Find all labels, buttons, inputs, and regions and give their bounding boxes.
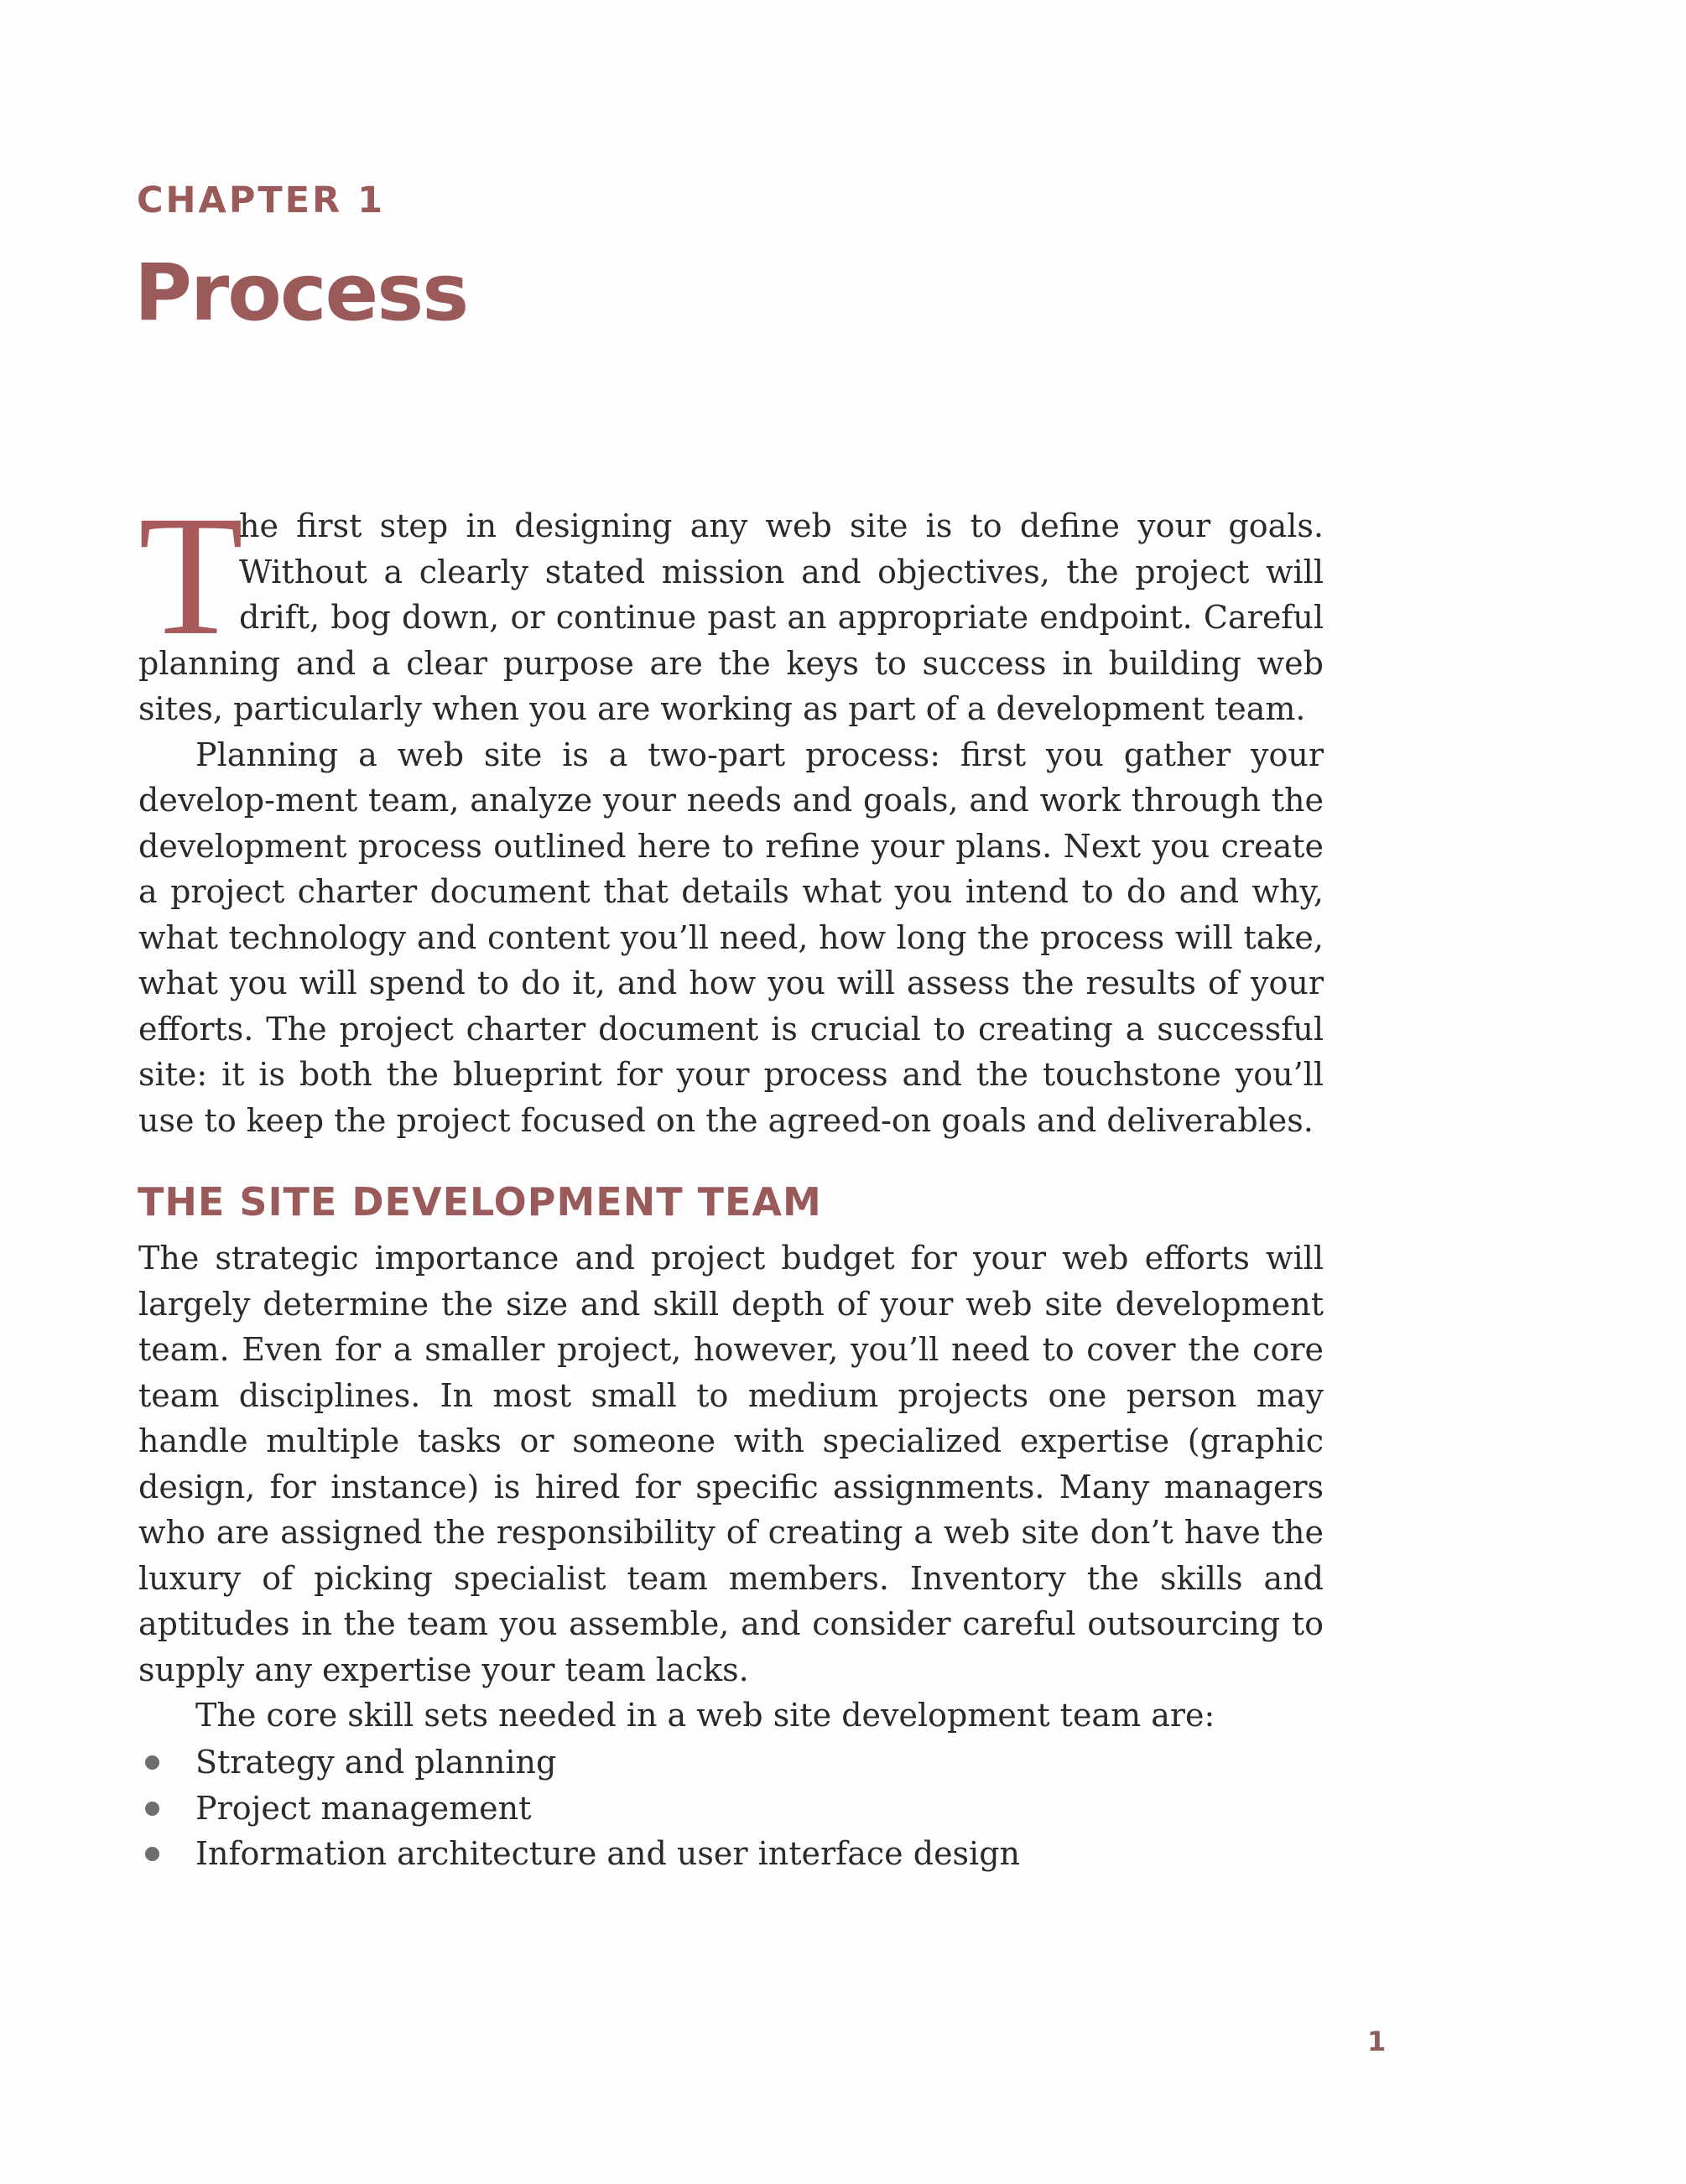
intro-paragraph-1: [138, 481, 1324, 732]
section-heading: THE SITE DEVELOPMENT TEAM: [138, 1179, 822, 1225]
drop-cap: T: [138, 481, 244, 671]
bullet-icon: [145, 1847, 159, 1861]
list-item: [138, 1786, 1324, 1832]
core-skill-list: [138, 1739, 1324, 1877]
chapter-title: Process: [134, 247, 468, 339]
chapter-label: CHAPTER 1: [137, 179, 386, 221]
intro-paragraph-1-text: he first step in designing any web site is to define your goals. Without a clearly stated mission and objectives, the project will drift, bog down, or continue past an appropriate endpoint. Careful planning and a clear purpose are the keys to success in building web sites, particularly when you are working as part of a development team.: [138, 507, 1324, 727]
list-item-text: Information architecture and user interface design: [195, 1835, 1021, 1872]
team-paragraph-2: The core skill sets needed in a web site development team are:: [195, 1697, 1215, 1734]
list-item: [138, 1831, 1324, 1877]
site-development-team-section: [138, 1235, 1324, 1739]
list-item-text: Project management: [195, 1789, 532, 1827]
team-paragraph-1: The strategic importance and project budget for your web efforts will largely determine the size and skill depth of your web site development team. Even for a smaller project, however, you’ll need to cover the core team disciplines. In most small to medium projects one person may handle multiple tasks or someone with specialized expertise (graphic design, for instance) is hired for specific assignments. Many managers who are assigned the responsibility of creating a web site don’t have the luxury of picking specialist team members. Inventory the skills and aptitudes in the team you assemble, and consider careful outsourcing to supply any expertise your team lacks.: [138, 1240, 1324, 1688]
list-item: [138, 1739, 1324, 1786]
bullet-icon: [145, 1802, 159, 1816]
page-number: 1: [1367, 2025, 1387, 2057]
intro-paragraph-2: Planning a web site is a two-part process: first you gather your develop-ment team, analyze your needs and goals, and work through the development process outlined here to refine your plans. Next you create a project charter document that details what you intend to do and why, what technology and content you’ll need, how long the process will take, what you will spend to do it, and how you will assess the results of your efforts. The project charter document is crucial to creating a successful site: it is both the blueprint for your process and the touchstone you’ll use to keep the project focused on the agreed-on goals and deliverables.: [138, 736, 1324, 1139]
bullet-icon: [145, 1755, 159, 1770]
list-item-text: Strategy and planning: [195, 1744, 557, 1781]
intro-section: [138, 481, 1324, 1143]
